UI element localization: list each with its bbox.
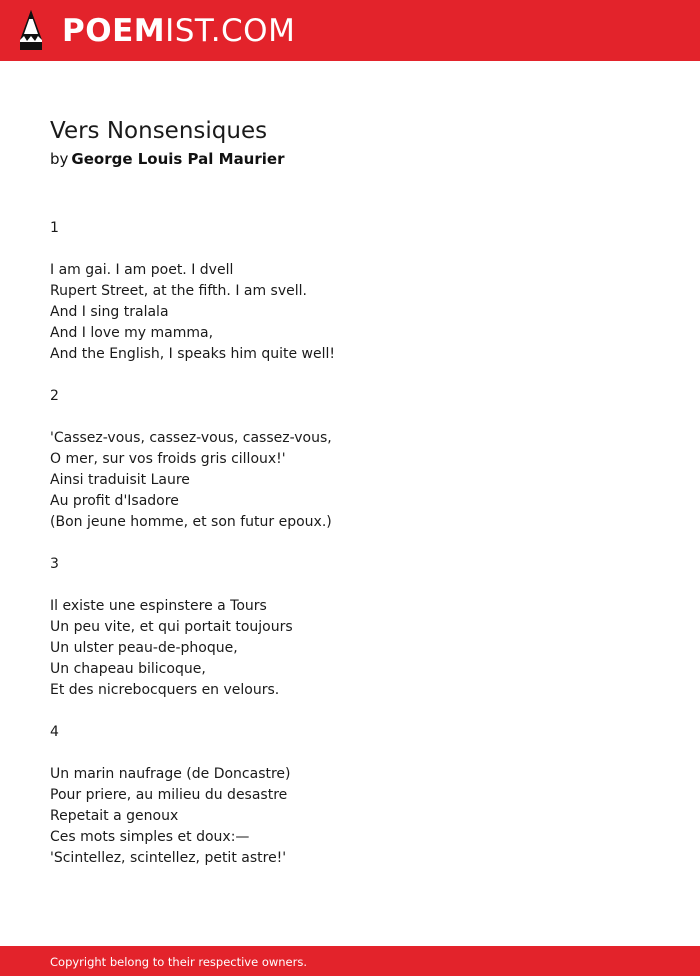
poem-line: Rupert Street, at the fifth. I am svell. xyxy=(50,283,307,299)
poem-line: 'Scintellez, scintellez, petit astre!' xyxy=(50,850,287,866)
poem-line: Au profit d'Isadore xyxy=(50,493,179,509)
poem-line: 'Cassez-vous, cassez-vous, cassez-vous, xyxy=(50,430,332,446)
stanza-number: 4 xyxy=(50,724,59,740)
poem-line: Ces mots simples et doux:— xyxy=(50,829,250,845)
poem-byline xyxy=(50,149,284,169)
poem-line: Un peu vite, et qui portait toujours xyxy=(50,619,293,635)
stanza xyxy=(50,722,335,869)
poem-body xyxy=(50,218,335,869)
poem-line: Ainsi traduisit Laure xyxy=(50,472,190,488)
poem-line: Un ulster peau-de-phoque, xyxy=(50,640,238,656)
site-header xyxy=(0,0,700,61)
poem-title: Vers Nonsensiques xyxy=(50,118,268,144)
poem-line: Repetait a genoux xyxy=(50,808,179,824)
stanza xyxy=(50,554,335,701)
stanza xyxy=(50,386,335,533)
poem-line: I am gai. I am poet. I dvell xyxy=(50,262,234,278)
stanza-number: 2 xyxy=(50,388,59,404)
poem-line: Un marin naufrage (de Doncastre) xyxy=(50,766,291,782)
poem-line: (Bon jeune homme, et son futur epoux.) xyxy=(50,514,332,530)
stanza xyxy=(50,218,335,365)
poem-author: George Louis Pal Maurier xyxy=(71,150,285,168)
copyright-notice: Copyright belong to their respective owners. xyxy=(50,955,308,969)
logo-light-text: IST.COM xyxy=(165,13,296,49)
logo-bold-text: POEM xyxy=(62,13,166,49)
poem-line: Il existe une espinstere a Tours xyxy=(50,598,267,614)
by-label: by xyxy=(50,150,69,168)
poem-line: Un chapeau bilicoque, xyxy=(50,661,206,677)
poem-line: And I sing tralala xyxy=(50,304,169,320)
site-footer xyxy=(0,946,700,976)
poem-line: And the English, I speaks him quite well! xyxy=(50,346,335,362)
site-logo[interactable] xyxy=(62,12,295,50)
stanza-number: 3 xyxy=(50,556,59,572)
poem-line: O mer, sur vos froids gris cilloux!' xyxy=(50,451,286,467)
poem-line: Et des nicrebocquers en velours. xyxy=(50,682,280,698)
stanza-number: 1 xyxy=(50,220,59,236)
poem-line: And I love my mamma, xyxy=(50,325,214,341)
poem-line: Pour priere, au milieu du desastre xyxy=(50,787,288,803)
pencil-tip-icon[interactable] xyxy=(18,10,44,52)
